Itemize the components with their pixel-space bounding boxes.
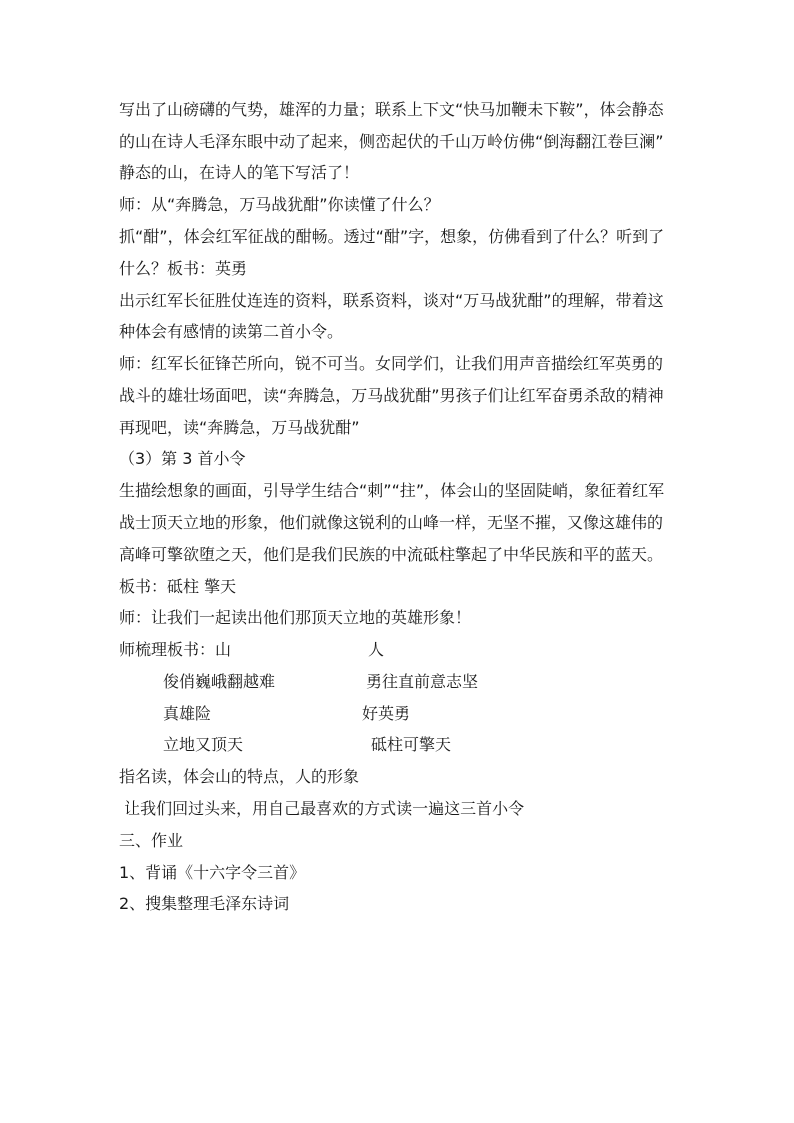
paragraph-line: 写出了山磅礴的气势，雄浑的力量；联系上下文“快马加鞭未下鞍”，体会静态	[119, 100, 664, 119]
board-summary-right: 砥柱可擎天	[371, 735, 452, 754]
section-heading: 三、作业	[119, 831, 184, 850]
board-summary-left: 真雄险	[163, 704, 212, 723]
paragraph-line: 抓“酣”，体会红军征战的酣畅。透过“酣”字，想象，仿佛看到了什么？听到了	[119, 227, 665, 246]
list-item: 2、搜集整理毛泽东诗词	[119, 894, 290, 913]
board-summary-right: 好英勇	[362, 704, 411, 723]
paragraph-line: 指名读，体会山的特点，人的形象	[119, 767, 360, 786]
paragraph-line: 板书：砥柱 擎天	[119, 577, 237, 596]
paragraph-line: 什么？板书：英勇	[119, 259, 248, 278]
paragraph-line: 的山在诗人毛泽东眼中动了起来，侧峦起伏的千山万岭仿佛“倒海翻江卷巨澜”	[119, 132, 664, 151]
paragraph-line: 师：从“奔腾急，万马战犹酣”你读懂了什么？	[119, 195, 440, 214]
board-summary-label: 师梳理板书：山	[119, 640, 232, 659]
board-summary-left: 立地又顶天	[163, 735, 244, 754]
paragraph-line: 师：红军长征锋芒所向，锐不可当。女同学们，让我们用声音描绘红军英勇的	[119, 354, 664, 373]
paragraph-line: 静态的山，在诗人的笔下写活了！	[119, 163, 360, 182]
paragraph-line: 生描绘想象的画面，引导学生结合“刺”“拄”，体会山的坚固陡峭，象征着红军	[119, 481, 665, 500]
paragraph-line: 种体会有感情的读第二首小令。	[119, 322, 344, 341]
paragraph-line: 出示红军长征胜仗连连的资料，联系资料，谈对“万马战犹酣”的理解，带着这	[119, 291, 664, 310]
paragraph-line: 高峰可擎欲堕之天，他们是我们民族的中流砥柱擎起了中华民族和平的蓝天。	[119, 545, 664, 564]
paragraph-line: 战士顶天立地的形象，他们就像这锐利的山峰一样，无坚不摧，又像这雄伟的	[119, 513, 664, 532]
paragraph-line: 战斗的雄壮场面吧，读“奔腾急，万马战犹酣”男孩子们让红军奋勇杀敌的精神	[119, 386, 664, 405]
board-summary-label-right: 人	[368, 640, 385, 659]
board-summary-left: 俊俏巍峨翻越难	[163, 672, 276, 691]
paragraph-line: 让我们回过头来，用自己最喜欢的方式读一遍这三首小令	[119, 799, 525, 818]
section-subheading: （3）第 3 首小令	[119, 449, 246, 468]
board-summary-right: 勇往直前意志坚	[366, 672, 479, 691]
list-item: 1、背诵《十六字令三首》	[119, 863, 306, 882]
paragraph-line: 师：让我们一起读出他们那顶天立地的英雄形象！	[119, 608, 472, 627]
paragraph-line: 再现吧，读“奔腾急，万马战犹酣”	[119, 418, 360, 437]
